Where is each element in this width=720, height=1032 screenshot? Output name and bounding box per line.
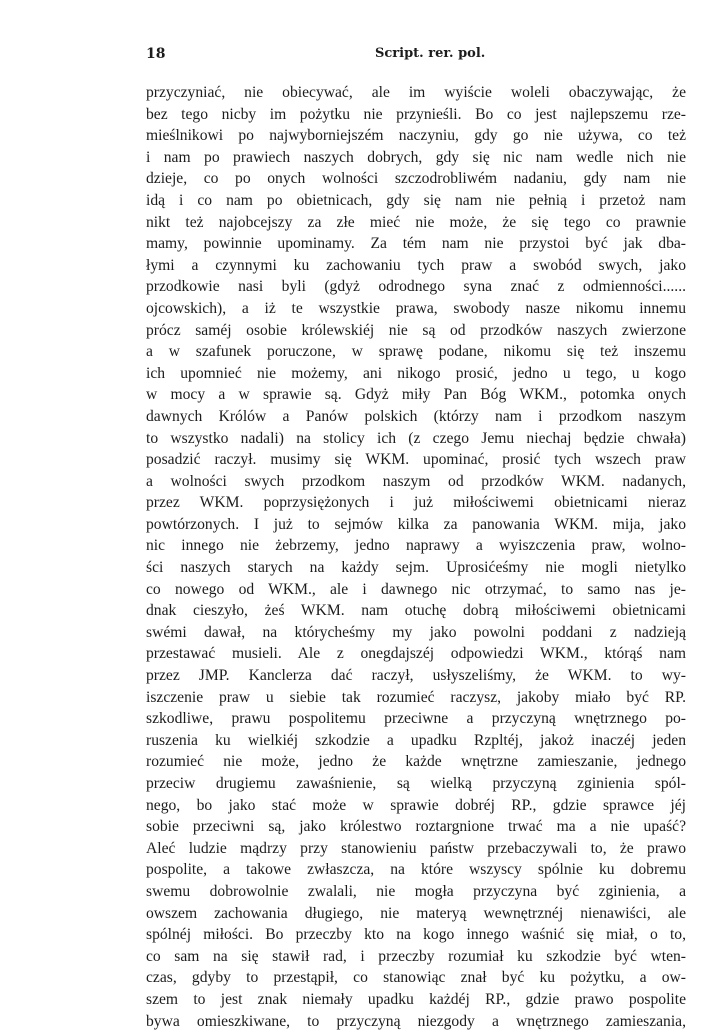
text-line: a w szafunek poruczone, w sprawę podane, nikomu się też inszemu [146,343,686,361]
text-line: to wszystko nadali) na stolicy ich (z czego Jemu niechaj będzie chwała) [146,429,686,447]
text-line: owszem zachowania długiego, nie materyą wewnętrznéj nienawiści, ale [146,904,686,922]
page-number: 18 [146,46,166,62]
text-line: pospolite, a takowe zwłaszcza, na które wszyscy spólnie ku dobremu [146,861,686,879]
text-line: łymi a czynnymi ku zachowaniu tych praw a swobód swych, jako [146,256,686,274]
text-line: idą i co nam po obietnicach, gdy się nam nie pełnią i przetoż nam [146,191,686,209]
text-line: prócz saméj osobie królewskiéj nie są od przodków naszych zwierzone [146,321,686,339]
text-line: mieślnikowi po najwyborniejszém naczyniu, gdy go nie używa, co też [146,127,686,145]
text-line: dawnych Królów a Panów polskich (którzy nam i przodkom naszym [146,407,686,425]
text-line: bywa omieszkiwane, to przyczyną niezgody a wnętrznego zamieszania, [146,1012,686,1030]
text-line: rozumieć nie może, jedno że każde wnętrzne zamieszanie, jednego [146,753,686,771]
text-line: co nowego od WKM., ale i dawnego nic otrzymać, to samo nas je- [146,580,686,598]
text-line: spólnéj miłości. Bo przeczby kto na kogo innego waśnić się miał, o to, [146,926,686,944]
text-line: dnak cieszyło, żeś WKM. nam otuchę dobrą miłościwemi obietnicami [146,602,686,620]
text-line: ojcowskich), a iż te wszystkie prawa, swobody nasze nikomu innemu [146,299,686,317]
text-line: bez tego nicby im pożytku nie przynieśli. Bo co jest najlepszemu rze- [146,105,686,123]
text-line: czas, gdyby to przestąpił, co stanowiąc znał być ku pożytku, a ow- [146,969,686,987]
text-line: nic innego nie żebrzemy, jedno naprawy a wyiszczenia praw, wolno- [146,537,686,555]
text-line: mamy, powinnie upominamy. Za tém nam nie przystoi być jak dba- [146,235,686,253]
text-line: dzieje, co po onych wolności szczodrobliwém nadaniu, gdy nam nie [146,170,686,188]
text-line: swemu dobrowolnie zwalali, nie mogła przyczyna być zginienia, a [146,882,686,900]
text-line: i nam po prawiech naszych dobrych, gdy się nic nam wedle nich nie [146,148,686,166]
text-line: przeciw drugiemu zawaśnienie, są wielką przyczyną zginienia spól- [146,775,686,792]
text-line: przez WKM. poprzysiężonych i już miłościwemi obietnicami nieraz [146,494,686,512]
text-line: swémi dawał, na którycheśmy my jako powolni poddani z nadzieją [146,623,686,641]
text-line: przodkowie nasi byli (gdyż odrodnego syna znać z odmienności...... [146,278,686,296]
text-line: przyczyniać, nie obiecywać, ale im wyiście woleli obaczywając, że [146,84,686,101]
text-line: co sam na się stawił rad, i przeczby rozumiał ku szkodzie być wten- [146,947,686,965]
text-line: ruszenia ku wielkiéj szkodzie a upadku Rzpltéj, jakoż inaczéj jeden [146,731,686,749]
text-line: szkodliwe, prawu pospolitemu przeciwne a przyczyną wnętrznego po- [146,710,686,728]
text-line: nego, bo jako stać może w sprawie dobréj RP., gdzie sprawce jéj [146,796,686,814]
text-line: ści naszych starych na każdy sejm. Uprosićeśmy nie mogli nietylko [146,559,686,577]
text-line: przez JMP. Kanclerza dać raczył, usłyszeliśmy, że WKM. to wy- [146,667,686,685]
text-line: sobie przeciwni są, jako królestwo roztargnione trwać ma a nie upaść? [146,818,686,836]
text-line: nikt też najobcejszy za złe mieć nie może, że się tego co prawnie [146,213,686,231]
text-line: posadzić raczył. musimy się WKM. upominać, prosić tych wszech praw [146,451,686,469]
text-line: powtórzonych. I już to sejmów kilka za panowania WKM. mija, jako [146,515,686,533]
text-line: przestawać musieli. Ale z onegdajszéj odpowiedzi WKM., którąś nam [146,645,686,663]
running-title: Script. rer. pol. [375,46,486,61]
text-line: w mocy a w sprawie są. Gdyż miły Pan Bóg WKM., potomka onych [146,386,686,404]
text-line: a wolności swych przodkom naszym od przodków WKM. nadanych, [146,472,686,490]
body-text [146,82,686,1032]
text-line: szem to jest znak niemały upadku każdéj RP., gdzie prawo pospolite [146,990,686,1008]
text-line: Aleć ludzie mądrzy przy stanowieniu państw przebaczywali to, że prawo [146,839,686,857]
text-line: ich upomnieć nie możemy, ani nikogo prosić, jedno u tego, u kogo [146,364,686,382]
text-line: iszczenie praw u siebie tak rozumieć raczysz, jakoby miało być RP. [146,688,686,706]
page-header [146,46,686,66]
